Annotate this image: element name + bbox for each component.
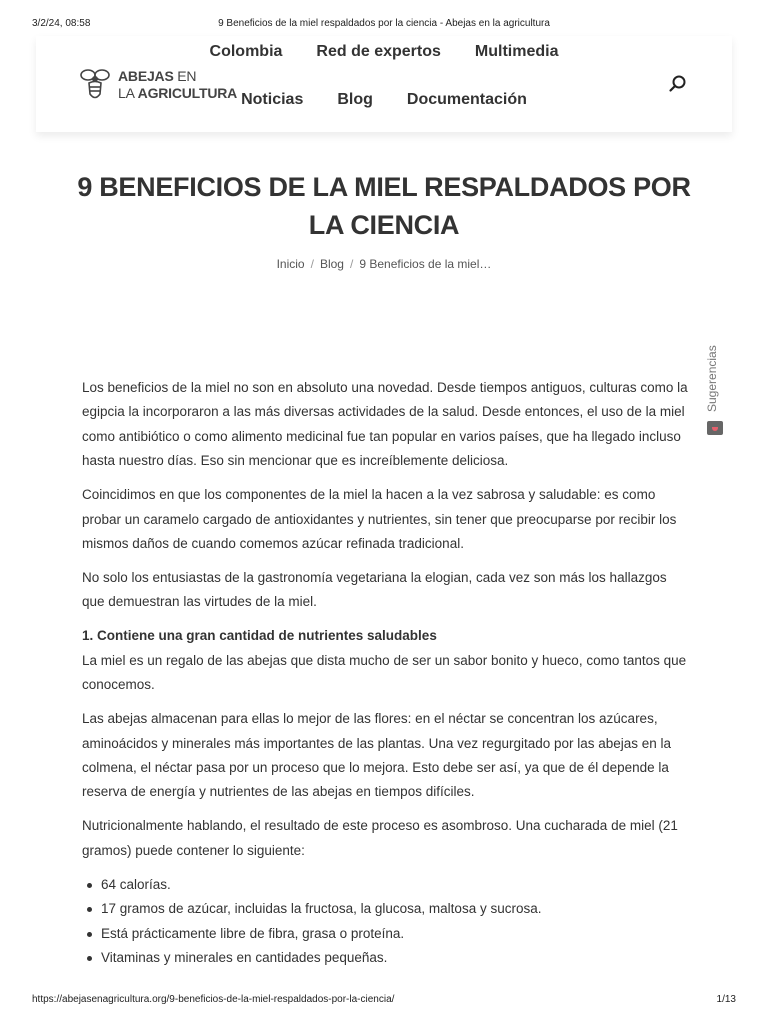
main-nav-top (36, 42, 732, 62)
nav-item-noticias[interactable]: Noticias (241, 91, 304, 108)
article-paragraph: La miel es un regalo de las abejas que dista mucho de ser un sabor bonito y hueco, como tantos que conocemos. (82, 652, 687, 693)
print-page-title: 9 Beneficios de la miel respaldados por la ciencia - Abejas en la agricultura (218, 18, 550, 29)
print-page-number: 1/13 (716, 994, 736, 1005)
suggestions-label: Sugerencias (705, 345, 719, 412)
nav-item-documentacion[interactable]: Documentación (406, 91, 527, 108)
breadcrumb-separator: / (310, 257, 314, 271)
feedback-face-icon (707, 421, 723, 435)
suggestions-tab[interactable] (703, 340, 727, 440)
search-icon[interactable] (668, 74, 688, 94)
list-item: Vitaminas y minerales en cantidades pequeñas. (82, 946, 688, 970)
breadcrumb-current: 9 Beneficios de la miel… (359, 257, 492, 271)
article-paragraph: Los beneficios de la miel no son en absoluto una novedad. Desde tiempos antiguos, culturas como la egipcia la incorporaron a las más diversas actividades de la salud. Desde entonces, el uso de la miel como antibiótico o como alimento medicinal fue tan popular en varios países, que ha llegado incluso hasta nuestro días. Eso sin mencionar que es increíblemente deliciosa. (82, 380, 688, 469)
main-nav-bottom (36, 90, 732, 110)
nav-item-red-de-expertos[interactable]: Red de expertos (316, 43, 441, 60)
article-paragraph: No solo los entusiastas de la gastronomía vegetariana la elogian, cada vez son más los hallazgos que demuestran las virtudes de la miel. (82, 570, 667, 610)
article-paragraph: Las abejas almacenan para ellas lo mejor de las flores: en el néctar se concentran los azúcares, aminoácidos y minerales más importantes de las plantas. Una vez regurgitado por las abejas en la colmena, el néctar pasa por un proceso que lo mejora. Esto debe ser así, ya que de él depende la reserva de energía y nutrientes de las abejas en tiempos difíciles. (82, 711, 672, 800)
print-header (0, 18, 768, 32)
print-url: https://abejasenagricultura.org/9-beneficios-de-la-miel-respaldados-por-la-ciencia/ (32, 994, 395, 1005)
article-paragraph: Coincidimos en que los componentes de la miel la hacen a la vez sabrosa y saludable: es como probar un caramelo cargado de antioxidantes y nutrientes, sin tener que preocuparse por recibir los mismos daños de cuando comemos azúcar refinada tradicional. (82, 487, 677, 552)
breadcrumb-separator: / (349, 257, 354, 271)
nav-item-blog[interactable]: Blog (337, 91, 373, 108)
print-datetime: 3/2/24, 08:58 (32, 18, 91, 29)
article-body (82, 376, 688, 971)
list-item: 64 calorías. (82, 873, 688, 897)
nav-item-multimedia[interactable]: Multimedia (474, 43, 559, 60)
list-item: Está prácticamente libre de fibra, grasa o proteína. (82, 922, 688, 946)
section-heading: 1. Contiene una gran cantidad de nutrientes saludables (82, 628, 437, 644)
article-paragraph: Nutricionalmente hablando, el resultado de este proceso es asombroso. Una cucharada de miel (21 gramos) puede contener lo siguiente: (82, 818, 678, 858)
nutrient-list (82, 873, 688, 971)
breadcrumb-home[interactable]: Inicio (276, 257, 305, 271)
breadcrumb-blog[interactable]: Blog (319, 257, 344, 271)
nav-item-colombia[interactable]: Colombia (209, 43, 283, 60)
article-title: 9 BENEFICIOS DE LA MIEL RESPALDADOS POR LA CIENCIA (77, 172, 691, 240)
site-header (36, 36, 732, 132)
breadcrumb (0, 257, 768, 271)
list-item: 17 gramos de azúcar, incluidas la fructosa, la glucosa, maltosa y sucrosa. (82, 897, 688, 921)
logo-text: ABEJAS EN LA AGRICULTURA (118, 68, 238, 101)
print-footer (0, 994, 768, 1008)
